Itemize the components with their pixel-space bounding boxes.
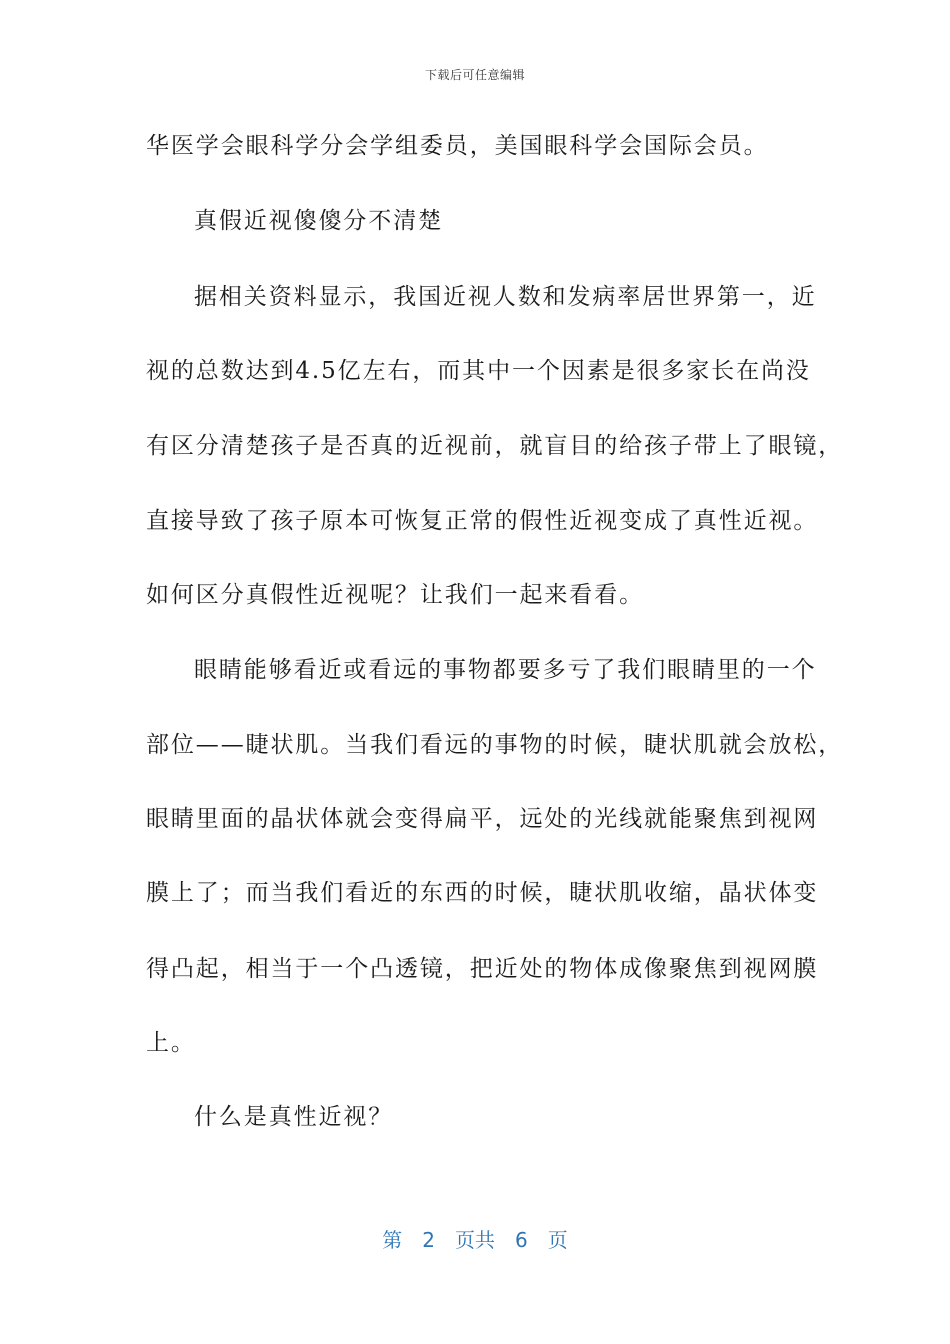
- page-label-prefix: 第: [382, 1228, 403, 1252]
- body-line: 视的总数达到4.5亿左右，而其中一个因素是很多家长在尚没: [146, 358, 811, 384]
- total-pages-number: 6: [515, 1228, 528, 1252]
- current-page-number: 2: [422, 1228, 435, 1252]
- body-line: 如何区分真假性近视呢？让我们一起来看看。: [146, 582, 644, 608]
- section-heading: 真假近视傻傻分不清楚: [194, 208, 443, 234]
- page-label-mid: 页共: [455, 1228, 495, 1252]
- page-label-suffix: 页: [547, 1228, 568, 1252]
- page-header: 下载后可任意编辑: [424, 68, 525, 82]
- body-line: 直接导致了孩子原本可恢复正常的假性近视变成了真性近视。: [146, 508, 819, 534]
- body-line: 部位——睫状肌。当我们看远的事物的时候，睫状肌就会放松，: [146, 732, 844, 758]
- body-line: 上。: [146, 1030, 196, 1056]
- body-line: 膜上了；而当我们看近的东西的时候，睫状肌收缩，晶状体变: [146, 880, 819, 906]
- body-line: 眼睛里面的晶状体就会变得扁平，远处的光线就能聚焦到视网: [146, 806, 819, 832]
- page-footer: [0, 1224, 950, 1253]
- body-line: 得凸起，相当于一个凸透镜，把近处的物体成像聚焦到视网膜: [146, 956, 819, 982]
- section-heading: 什么是真性近视？: [194, 1104, 394, 1130]
- body-line: 眼睛能够看近或看远的事物都要多亏了我们眼睛里的一个: [194, 657, 817, 683]
- body-line: 据相关资料显示，我国近视人数和发病率居世界第一，近: [194, 284, 817, 310]
- body-line: 有区分清楚孩子是否真的近视前，就盲目的给孩子带上了眼镜，: [146, 433, 844, 459]
- body-line: 华医学会眼科学分会学组委员，美国眼科学会国际会员。: [146, 133, 769, 159]
